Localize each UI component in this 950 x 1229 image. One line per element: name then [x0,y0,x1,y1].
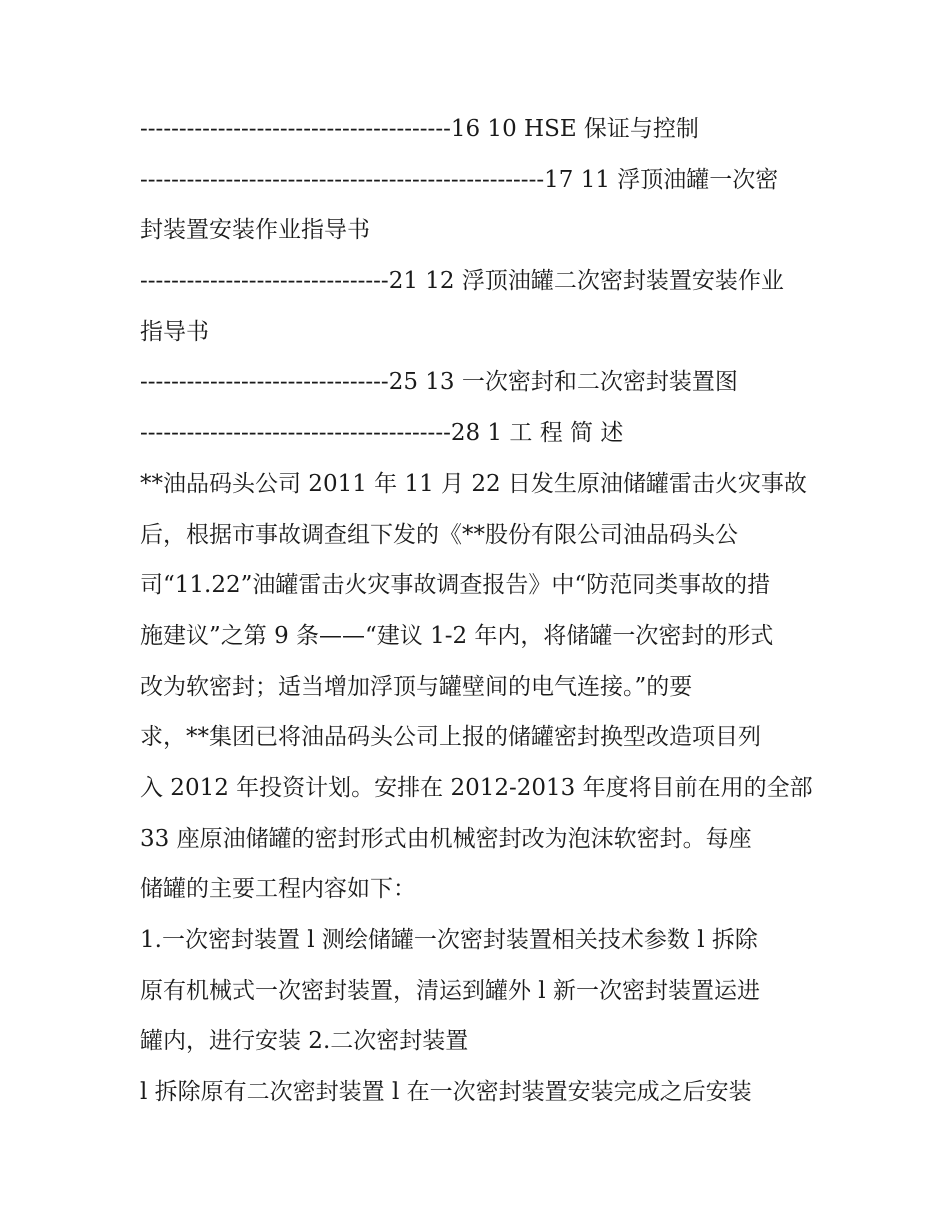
list-item-line: 1.一次密封装置 l 测绘储罐一次密封装置相关技术参数 l 拆除 [140,927,758,953]
toc-entry-primary-seal-line2: 封装置安装作业指导书 [140,217,370,244]
toc-entry-secondary-seal-line1: --------------------------------21 12 浮顶油罐二次密封装置安装作业 [140,268,784,295]
toc-entry-primary-seal-line1: ----------------------------------------------------17 11 浮顶油罐一次密 [140,166,779,193]
section-heading-overview: ----------------------------------------28 1 工 程 简 述 [140,420,624,447]
toc-entry-hse: ----------------------------------------16 10 HSE 保证与控制 [140,116,699,142]
list-item-line: 原有机械式一次密封装置，清运到罐外 l 新一次密封装置运进 [140,977,760,1004]
paragraph-line: 施建议”之第 9 条——“建议 1-2 年内，将储罐一次密封的形式 [140,622,774,649]
list-item-line: 罐内，进行安装 2.二次密封装置 [140,1028,469,1055]
list-item-line: l 拆除原有二次密封装置 l 在一次密封装置安装完成之后安装 [140,1079,752,1106]
paragraph-line: 入 2012 年投资计划。安排在 2012-2013 年度将目前在用的全部 [140,774,813,801]
paragraph-line: 储罐的主要工程内容如下： [140,876,416,903]
paragraph-line: 求，**集团已将油品码头公司上报的储罐密封换型改造项目列 [140,724,761,751]
toc-entry-seal-drawings: --------------------------------25 13 一次密封和二次密封装置图 [140,369,738,396]
document-body [140,104,820,1118]
paragraph-line: 司“11.22”油罐雷击火灾事故调查报告》中“防范同类事故的措 [140,572,771,599]
toc-entry-secondary-seal-line2: 指导书 [140,318,209,345]
paragraph-line: 33 座原油储罐的密封形式由机械密封改为泡沫软密封。每座 [140,825,752,852]
paragraph-line: 后，根据市事故调查组下发的《**股份有限公司油品码头公 [140,521,738,548]
paragraph-line: **油品码头公司 2011 年 11 月 22 日发生原油储罐雷击火灾事故 [140,470,807,497]
paragraph-line: 改为软密封；适当增加浮顶与罐壁间的电气连接。”的要 [140,673,693,700]
